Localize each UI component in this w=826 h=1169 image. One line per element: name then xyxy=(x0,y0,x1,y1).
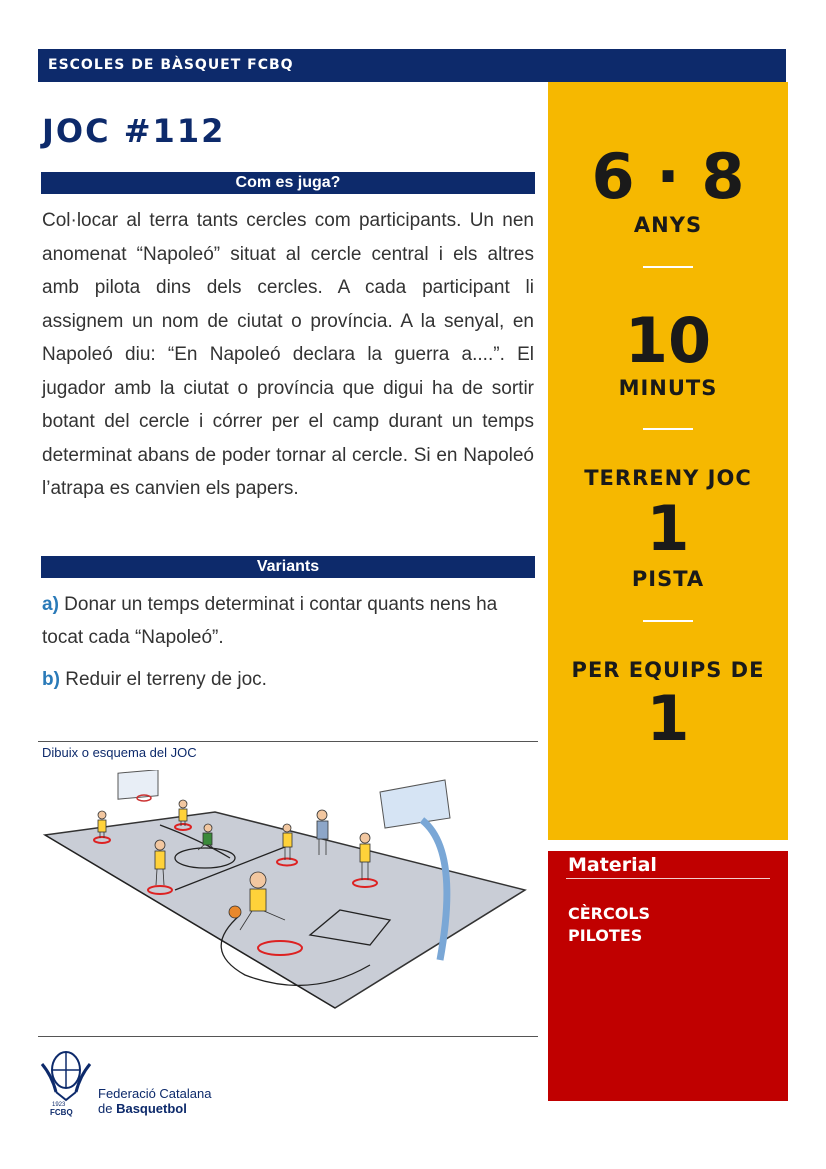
header-bar xyxy=(38,49,786,82)
minutes-label: MINUTS xyxy=(618,376,718,400)
drawing-caption: Dibuix o esquema del JOC xyxy=(42,745,197,760)
org-name-line1: Federació Catalana xyxy=(98,1086,212,1101)
ages-label: ANYS xyxy=(633,213,703,237)
field-value: 1 xyxy=(646,492,690,565)
org-name-line2 xyxy=(98,1101,187,1116)
ages-value: 6 · 8 xyxy=(591,140,745,213)
material-panel xyxy=(548,851,788,1101)
how-to-play-text: Col·locar al terra tants cercles com participants. Un nen anomenat “Napoleó” situat al cercle central i els altres amb pilota dins dels cercles. A cada participant li assignem un nom de ciutat o província. A la senyal, en Napoleó diu: “En Napoleó declara la guerra a....”. El jugador amb la ciutat o província que digui ha de sortir botant del cercle i córrer per el camp durant un temps determinat abans de poder tornar al cercle. Si en Napoleó l’atrapa es canvien els papers. xyxy=(42,210,534,499)
fcbq-logo xyxy=(38,1048,94,1123)
minutes-value: 10 xyxy=(624,304,712,377)
variant-letter: a) xyxy=(42,594,59,615)
page-title: JOC #112 xyxy=(42,112,226,150)
right-backboard xyxy=(380,780,450,828)
material-title: Material xyxy=(568,854,657,876)
logo-year: 1923 xyxy=(52,1102,66,1108)
variant-item xyxy=(42,663,534,696)
logo-abbr: FCBQ xyxy=(50,1108,73,1117)
separator xyxy=(643,266,693,268)
separator xyxy=(643,428,693,430)
drawing-top-rule xyxy=(38,741,538,742)
org-name-prefix: de xyxy=(98,1101,117,1116)
left-backboard xyxy=(118,770,158,799)
material-item: CÈRCOLS xyxy=(568,904,651,923)
material-rule xyxy=(566,878,770,879)
variant-text: Reduir el terreny de joc. xyxy=(59,669,267,690)
variant-item xyxy=(42,588,534,654)
header-text: ESCOLES DE BÀSQUET FCBQ xyxy=(48,57,294,73)
teams-label: PER EQUIPS DE xyxy=(571,658,765,682)
info-panel xyxy=(548,82,788,840)
how-to-play-heading: Com es juga? xyxy=(41,172,535,194)
variant-letter: b) xyxy=(42,669,60,690)
variants-heading: Variants xyxy=(41,556,535,578)
field-unit: PISTA xyxy=(631,567,705,591)
separator xyxy=(643,620,693,622)
drawing-bottom-rule xyxy=(38,1036,538,1037)
field-label: TERRENY JOC xyxy=(584,466,752,490)
org-name-bold: Basquetbol xyxy=(116,1101,187,1116)
material-item: PILOTES xyxy=(568,926,643,945)
teams-value: 1 xyxy=(646,682,690,755)
variant-text: Donar un temps determinat i contar quants nens ha tocat cada “Napoleó”. xyxy=(42,594,498,648)
court-drawing xyxy=(40,770,530,1020)
